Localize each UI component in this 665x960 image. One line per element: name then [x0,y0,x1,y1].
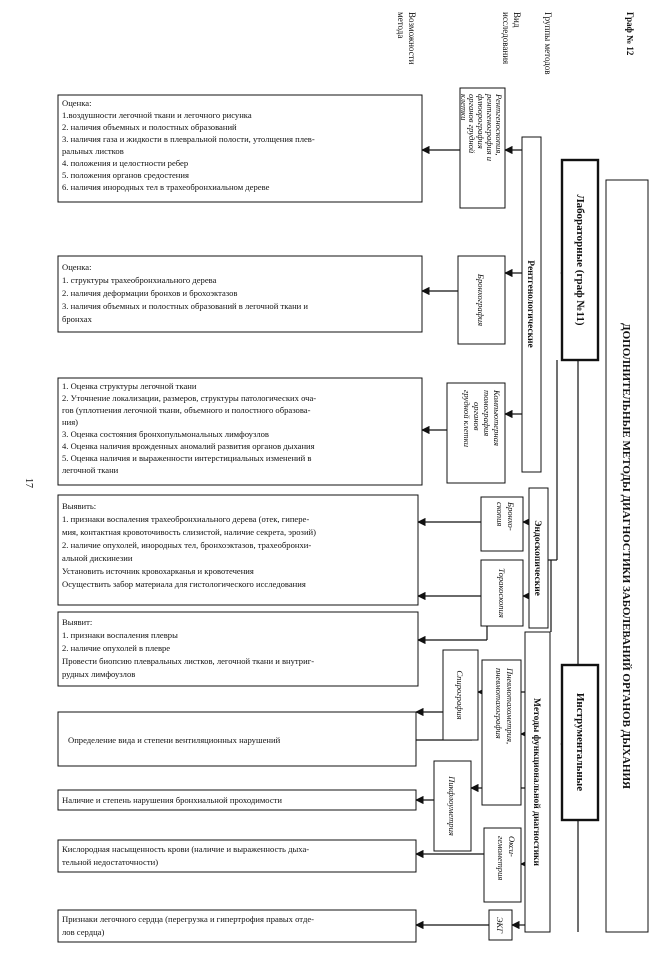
desc-d4-l1: Выявить: [62,501,97,511]
method-bronchoscopy [481,497,523,551]
desc-d2-l2: 1. структуры трахеобронхиального дерева [62,275,217,285]
desc-d4-l5: альной дискинезии [62,553,133,563]
method-peak [434,761,471,851]
method-ct-l2: томография [482,390,492,437]
header-capability-line1: Возможности [407,12,417,65]
desc-d4-l3: мия, контактная кровоточивость слизистой, наличие секрета, эрозий) [62,527,316,537]
desc-d5-l1: Выявит: [62,617,93,627]
diagram-title: ДОПОЛНИТЕЛЬНЫЕ МЕТОДЫ ДИАГНОСТИКИ ЗАБОЛЕВАНИЙ ОРГАНОВ ДЫХАНИЯ [620,323,632,789]
method-bronchoscopy-l2: скопия [495,502,505,527]
method-pneumo-l2: пневмотахография [494,668,504,739]
method-ecg [489,910,512,940]
desc-d6-l1: Определение вида и степени вентиляционных нарушений [68,735,281,745]
desc-d4-l4: 2. наличие опухолей, инородных тел, бронхоэктазов, трахеобронхи- [62,540,312,550]
category-instr [562,665,598,820]
method-xray1-l4: органов грудной [467,94,477,154]
desc-d2-l3: 2. наличия деформации бронхов и брохоэктазов [62,288,238,298]
desc-d4-l7: Осуществить забор материала для гистологического исследования [62,579,306,589]
method-ecg-label: ЭКГ [495,916,505,934]
desc-d3-l5: 3. Оценка состояния бронхопульмональных лимфоузлов [62,429,269,439]
method-ct-l4: грудной клетки [462,390,472,448]
desc-d1-l1: Оценка: [62,98,92,108]
method-peak-label: Пикфлоуметрия [447,776,457,836]
group-func-label: Методы функциональной диагностики [531,697,541,867]
desc-d5 [58,612,418,686]
method-pneumo [482,660,521,805]
desc-d1-l6: 4. положения и целостности ребер [62,158,189,168]
category-lab [562,160,598,360]
header-capability-line2: метода [396,12,406,39]
method-ct-l3: органов [472,402,482,431]
desc-d5-l5: рудных лимфоузлов [62,669,136,679]
group-endo-label: Эндоскопические [532,520,542,596]
desc-d3-l4: ния) [62,417,79,427]
desc-d2-l1: Оценка: [62,262,92,272]
desc-d6 [58,712,416,766]
desc-d2-l4: 3. наличия объемных и полостных образований в легочной ткани и [62,301,309,311]
desc-d4-l6: Установить источник кровохарканья и кровотечения [62,566,254,576]
desc-d3-l3: гов (уплотнения легочной ткани, объемного и полостного образова- [62,405,311,415]
desc-d8 [58,840,416,872]
desc-d5-l2: 1. признаки воспаления плевры [62,630,178,640]
header-kind-line2: исследования [501,12,511,65]
desc-d8-l1: Кислородная насыщенность крови (наличие и выраженность дыха- [62,844,310,854]
method-spiro-label: Спирография [455,670,465,720]
method-ct-l1: Компьютерная [492,390,502,446]
column-headers [396,12,635,75]
method-xray1-l3: флюорография [476,94,486,149]
title-box [606,180,648,932]
method-xray1 [459,88,505,208]
desc-d1-l7: 5. положения органов средостения [62,170,189,180]
method-bronchoscopy-l1: Бронхо- [506,502,516,531]
desc-d3-l6: 4. Оценка наличия врожденных аномалий развития органов дыхания [62,441,315,451]
desc-d8-l2: тельной недостаточности) [62,857,159,867]
desc-d5-l4: Провести биопсию плевральных листков, легочной ткани и внутриг- [62,656,315,666]
method-broncho-label: Бронхография [476,273,486,327]
page-number: 17 [23,478,34,488]
desc-d9-l1: Признаки легочного сердца (перегрузка и гипертрофия правых отде- [62,914,314,924]
graph-number: Граф № 12 [625,12,635,56]
group-endo [529,488,548,628]
desc-d1-l4: 3. наличия газа и жидкости в плевральной полости, утолщения плев- [62,134,315,144]
desc-d9-l2: лов сердца) [62,927,105,937]
desc-d3 [58,378,422,485]
header-kind-line1: Вид [512,12,522,28]
desc-d3-l2: 2. Уточнение локализации, размеров, структуры патологических оча- [62,393,317,403]
desc-d7 [58,790,416,810]
desc-d9 [58,910,416,942]
desc-d2-l5: бронхах [62,314,92,324]
desc-d2 [58,256,422,332]
category-instr-label: Инструментальные [574,692,586,792]
method-thoraco [481,560,523,626]
method-oxy [484,828,521,902]
desc-d1-l3: 2. наличия объемных и полостных образований [62,122,237,132]
group-xray [522,137,541,472]
method-pneumo-l1: Пневмотахометрия, [505,668,515,745]
header-groups: Группы методов [543,12,553,75]
method-spiro [443,650,478,740]
desc-d3-l7: 5. Оценка наличия и выраженности интерстициальных изменений в [62,453,312,463]
desc-d1-l5: ральных листков [62,146,124,156]
desc-d3-l8: легочной ткани [62,465,119,475]
desc-d7-l1: Наличие и степень нарушения бронхиальной проходимости [62,795,282,805]
method-thoraco-label: Торакоскопия [497,568,507,618]
desc-d1-l2: 1.воздушности легочной ткани и легочного рисунка [62,110,252,120]
group-func [525,632,550,932]
category-lab-label: Лабораторные (граф №11) [574,194,586,326]
method-broncho [458,256,505,344]
method-oxy-l2: гемометрия [496,836,506,881]
desc-d4-l2: 1. признаки воспаления трахеобронхиального дерева (отек, гипере- [62,514,310,524]
method-ct [447,383,505,483]
method-xray1-l5: клетки [459,94,469,121]
method-oxy-l1: Окси- [507,836,517,857]
desc-d1 [58,95,422,202]
desc-d1-l8: 6. наличия инородных тел в трахеобронхиальном дереве [62,182,270,192]
desc-d4 [58,495,418,605]
desc-d5-l3: 2. наличие опухолей в плевре [62,643,171,653]
method-xray1-l1: Рентгеноскопия, [494,94,504,156]
group-xray-label: Рентгенологические [525,260,535,348]
desc-d3-l1: 1. Оценка структуры легочной ткани [62,381,197,391]
method-xray1-l2: рентгенография и [485,94,495,162]
